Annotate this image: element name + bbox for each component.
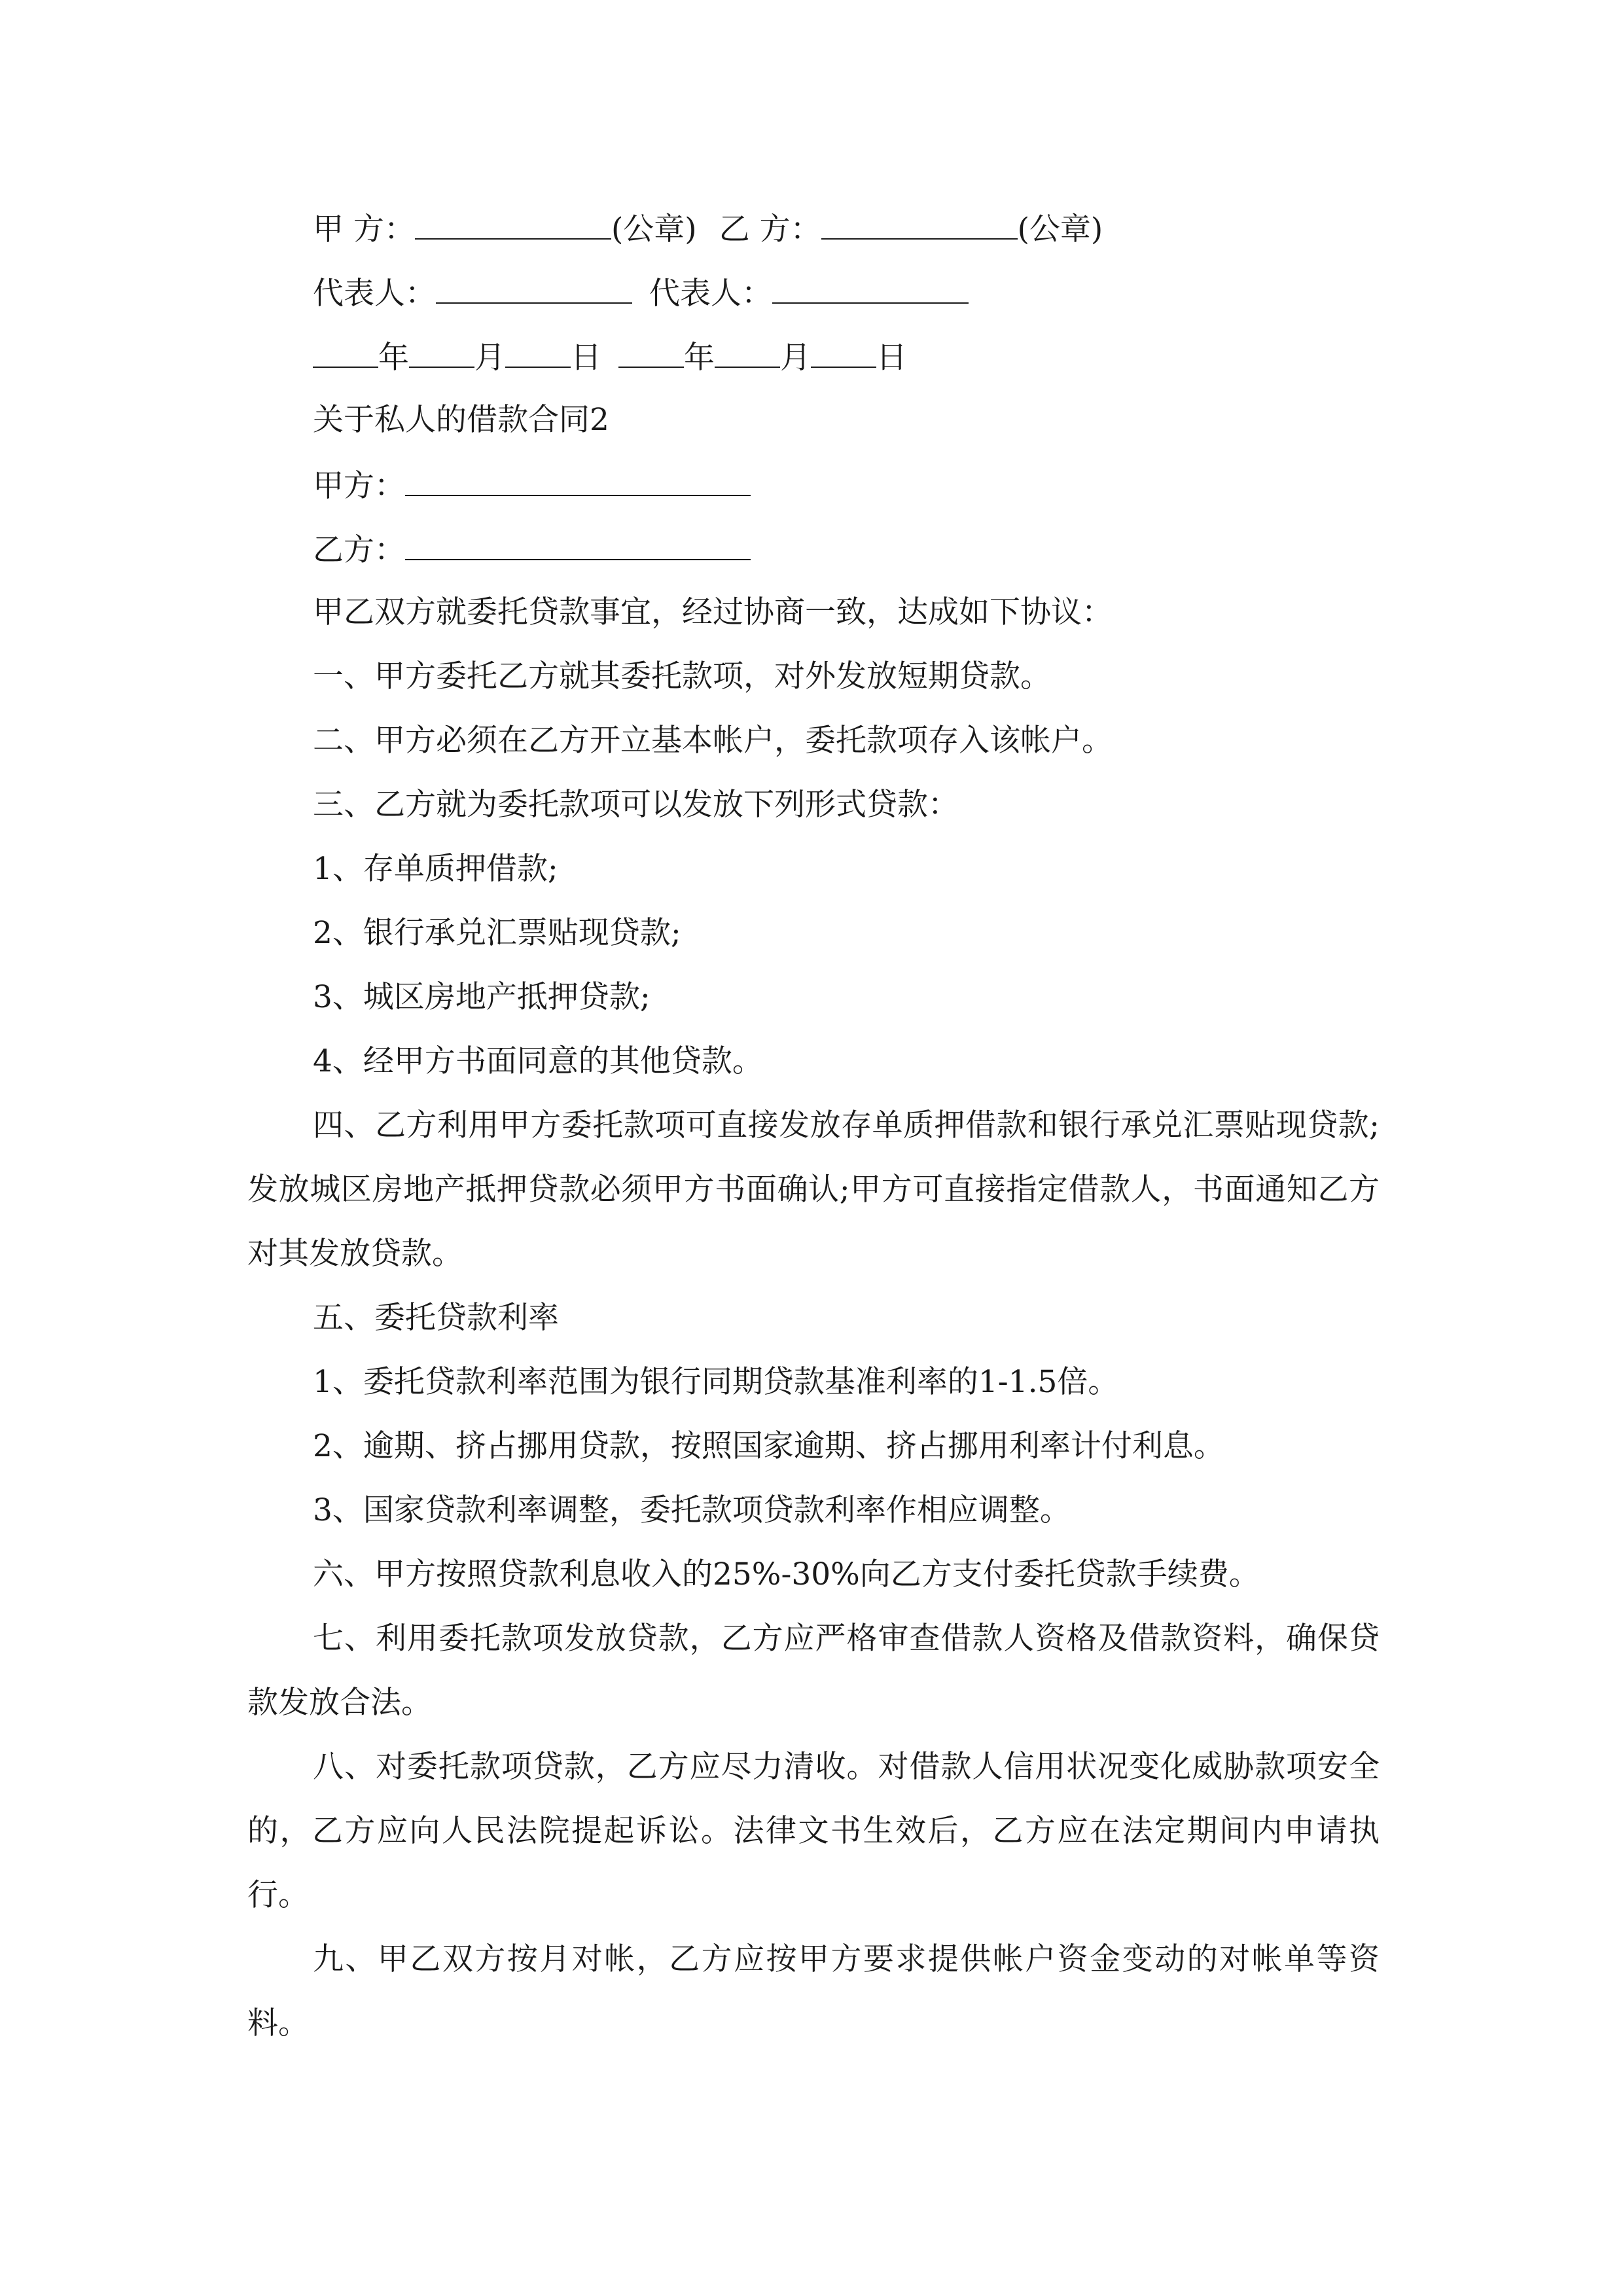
date-b-year: 年 bbox=[684, 340, 715, 376]
party-b-name-label: 乙方： bbox=[313, 532, 405, 568]
party-a-name-label: 甲方： bbox=[313, 468, 405, 504]
clause-3-item: 1、存单质押借款; bbox=[313, 851, 558, 887]
party-b-name-blank bbox=[405, 529, 751, 560]
date-b-month: 月 bbox=[780, 340, 811, 376]
date-a-month-blank bbox=[409, 336, 474, 368]
section-title: 关于私人的借款合同2 bbox=[313, 402, 609, 438]
signature-date-line bbox=[313, 336, 907, 378]
clause-3-item: 4、经甲方书面同意的其他贷款。 bbox=[313, 1043, 763, 1079]
date-b-day-blank bbox=[811, 336, 876, 368]
date-a-day-blank bbox=[505, 336, 571, 368]
rep-a-label: 代表人： bbox=[313, 276, 436, 312]
clause-8: 八、对委托款项贷款，乙方应尽力清收。对借款人信用状况变化威胁款项安全的，乙方应向人民法院提起诉讼。法律文书生效后，乙方应在法定期间内申请执行。 bbox=[247, 1749, 1380, 1913]
party-b-line bbox=[313, 529, 751, 570]
party-a-label: 甲 方： bbox=[313, 211, 415, 247]
clause-5-item: 1、委托贷款利率范围为银行同期贷款基准利率的1-1.5倍。 bbox=[313, 1364, 1119, 1400]
clause-5-item: 3、国家贷款利率调整，委托款项贷款利率作相应调整。 bbox=[313, 1492, 1071, 1528]
party-a-name-blank bbox=[405, 465, 751, 496]
clause-6: 六、甲方按照贷款利息收入的25%-30%向乙方支付委托贷款手续费。 bbox=[313, 1556, 1260, 1592]
rep-b-label: 代表人： bbox=[649, 276, 772, 312]
date-a-year: 年 bbox=[378, 340, 409, 376]
party-a-line bbox=[313, 465, 751, 506]
clause-1: 一、甲方委托乙方就其委托款项，对外发放短期贷款。 bbox=[313, 658, 1051, 694]
clause-7: 七、利用委托款项发放贷款，乙方应严格审查借款人资格及借款资料，确保贷款发放合法。 bbox=[247, 1621, 1380, 1721]
party-b-seal: (公章) bbox=[1017, 211, 1103, 247]
rep-b-blank bbox=[772, 272, 969, 304]
date-b-month-blank bbox=[715, 336, 780, 368]
party-a-seal: (公章) bbox=[611, 211, 697, 247]
clause-3-item: 3、城区房地产抵押贷款; bbox=[313, 979, 651, 1015]
date-a-day: 日 bbox=[571, 340, 601, 376]
clause-3: 三、乙方就为委托款项可以发放下列形式贷款： bbox=[313, 787, 959, 823]
rep-a-blank bbox=[436, 272, 632, 304]
party-a-blank bbox=[415, 208, 611, 240]
intro-text: 甲乙双方就委托贷款事宜，经过协商一致，达成如下协议： bbox=[313, 594, 1113, 630]
date-b-year-blank bbox=[618, 336, 684, 368]
party-b-label: 乙 方： bbox=[719, 211, 821, 247]
clause-2: 二、甲方必须在乙方开立基本帐户，委托款项存入该帐户。 bbox=[313, 723, 1113, 759]
signature-party-line bbox=[313, 208, 1103, 249]
date-b-day: 日 bbox=[876, 340, 907, 376]
clause-5: 五、委托贷款利率 bbox=[313, 1300, 559, 1336]
date-a-month: 月 bbox=[474, 340, 505, 376]
clause-3-item: 2、银行承兑汇票贴现贷款; bbox=[313, 915, 681, 951]
clause-5-item: 2、逾期、挤占挪用贷款，按照国家逾期、挤占挪用利率计付利息。 bbox=[313, 1428, 1224, 1464]
clause-9: 九、甲乙双方按月对帐，乙方应按甲方要求提供帐户资金变动的对帐单等资料。 bbox=[247, 1941, 1380, 2041]
clause-4: 四、乙方利用甲方委托款项可直接发放存单质押借款和银行承兑汇票贴现贷款;发放城区房地产抵押贷款必须甲方书面确认;甲方可直接指定借款人，书面通知乙方对其发放贷款。 bbox=[247, 1107, 1380, 1272]
signature-rep-line bbox=[313, 272, 969, 314]
date-a-year-blank bbox=[313, 336, 378, 368]
party-b-blank bbox=[821, 208, 1018, 240]
